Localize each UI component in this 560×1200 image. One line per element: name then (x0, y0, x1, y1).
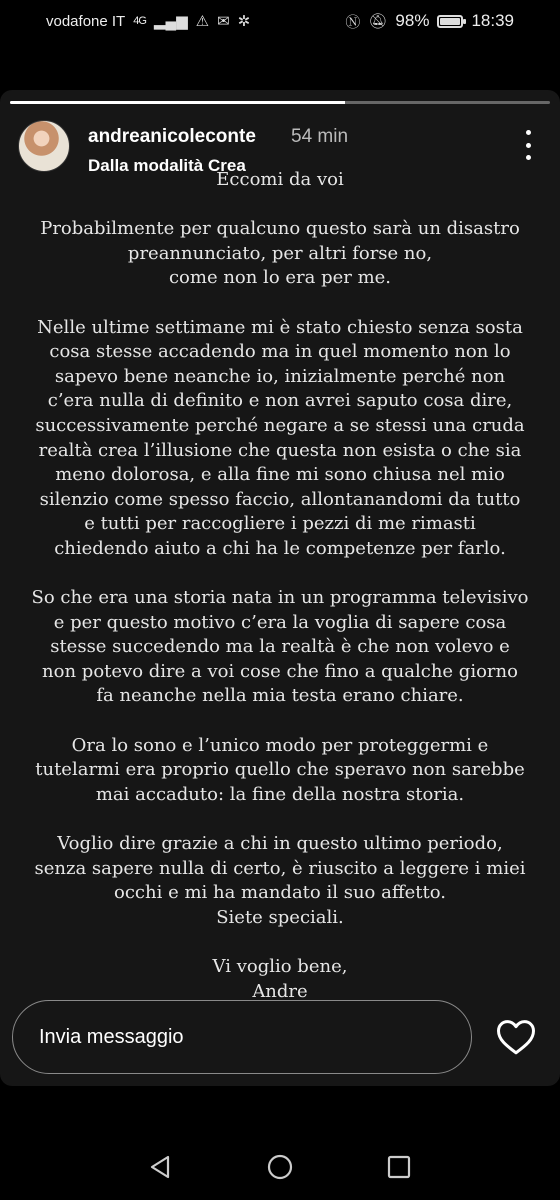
more-options-icon[interactable] (518, 130, 538, 160)
message-composer[interactable] (12, 1000, 472, 1074)
battery-percent: 98% (395, 11, 430, 30)
story-text: Eccomi da voi Probabilmente per qualcuno questo sarà un disastro preannunciato, per altri forse no, come non lo era per me. Nelle ultime settimane mi è stato chiesto senza sosta cosa stesse accadendo ma in quel momento non lo sapevo bene neanche io, inizialmente perché non c’era nulla di definito e non avrei saputo cosa dire, successivamente perché negare a se stessi una cruda realtà crea l’illusione che questa non esista o che sia meno dolorosa, e alla fine mi sono chiusa nel mio silenzio come spesso faccio, allontanandomi da tutto e tutti per raccogliere i pezzi di me rimasti chiedendo aiuto a chi ha le competenze per farlo. So che era una storia nata in un programma televisivo e per questo motivo c’era la voglia di sapere cosa stesse succedendo ma la realtà è che non volevo e non potevo dire a voi cose che fino a qualche giorno fa neanche nella mia testa erano chiare. Ora lo sono e l’unico modo per proteggermi e tutelarmi era proprio quello che speravo non sarebbe mai accaduto: la fine della nostra storia. Voglio dire grazie a chi in questo ultimo periodo, senza sapere nulla di certo, è riuscito a leggere i miei occhi e mi ha mandato il suo affetto. Siete speciali. Vi voglio bene, Andre (31, 169, 529, 1002)
clock: 18:39 (471, 11, 514, 30)
battery-icon (437, 15, 463, 28)
signal-icon: ▂▄▆ (153, 13, 188, 30)
carrier-label: vodafone IT (46, 12, 126, 30)
navigation-bar (0, 1135, 560, 1200)
home-circle-icon[interactable] (264, 1151, 296, 1183)
story-progress (10, 101, 550, 104)
network-label: 4G (133, 15, 146, 27)
back-triangle-icon[interactable] (144, 1151, 176, 1183)
recents-square-icon[interactable] (383, 1151, 415, 1183)
message-input[interactable] (37, 1025, 441, 1050)
username[interactable]: andreanicoleconte (88, 126, 256, 147)
nfc-icon: Ⓝ (345, 13, 361, 31)
settings-icon: ✲ (237, 13, 251, 30)
status-bar-left (46, 12, 250, 30)
status-bar-right (345, 11, 514, 32)
heart-icon[interactable] (496, 1018, 536, 1056)
avatar[interactable] (18, 120, 70, 172)
warning-icon: ⚠ (195, 13, 210, 30)
battery-fill (440, 18, 460, 25)
story-subtitle[interactable]: Dalla modalità Crea (88, 156, 246, 175)
notification-icon: ✉ (217, 13, 230, 30)
mute-icon: 🔕︎ (368, 13, 388, 30)
story-time: 54 min (291, 126, 349, 147)
story-viewer[interactable] (0, 90, 560, 1086)
status-bar (0, 0, 560, 42)
story-progress-fill (10, 101, 345, 104)
